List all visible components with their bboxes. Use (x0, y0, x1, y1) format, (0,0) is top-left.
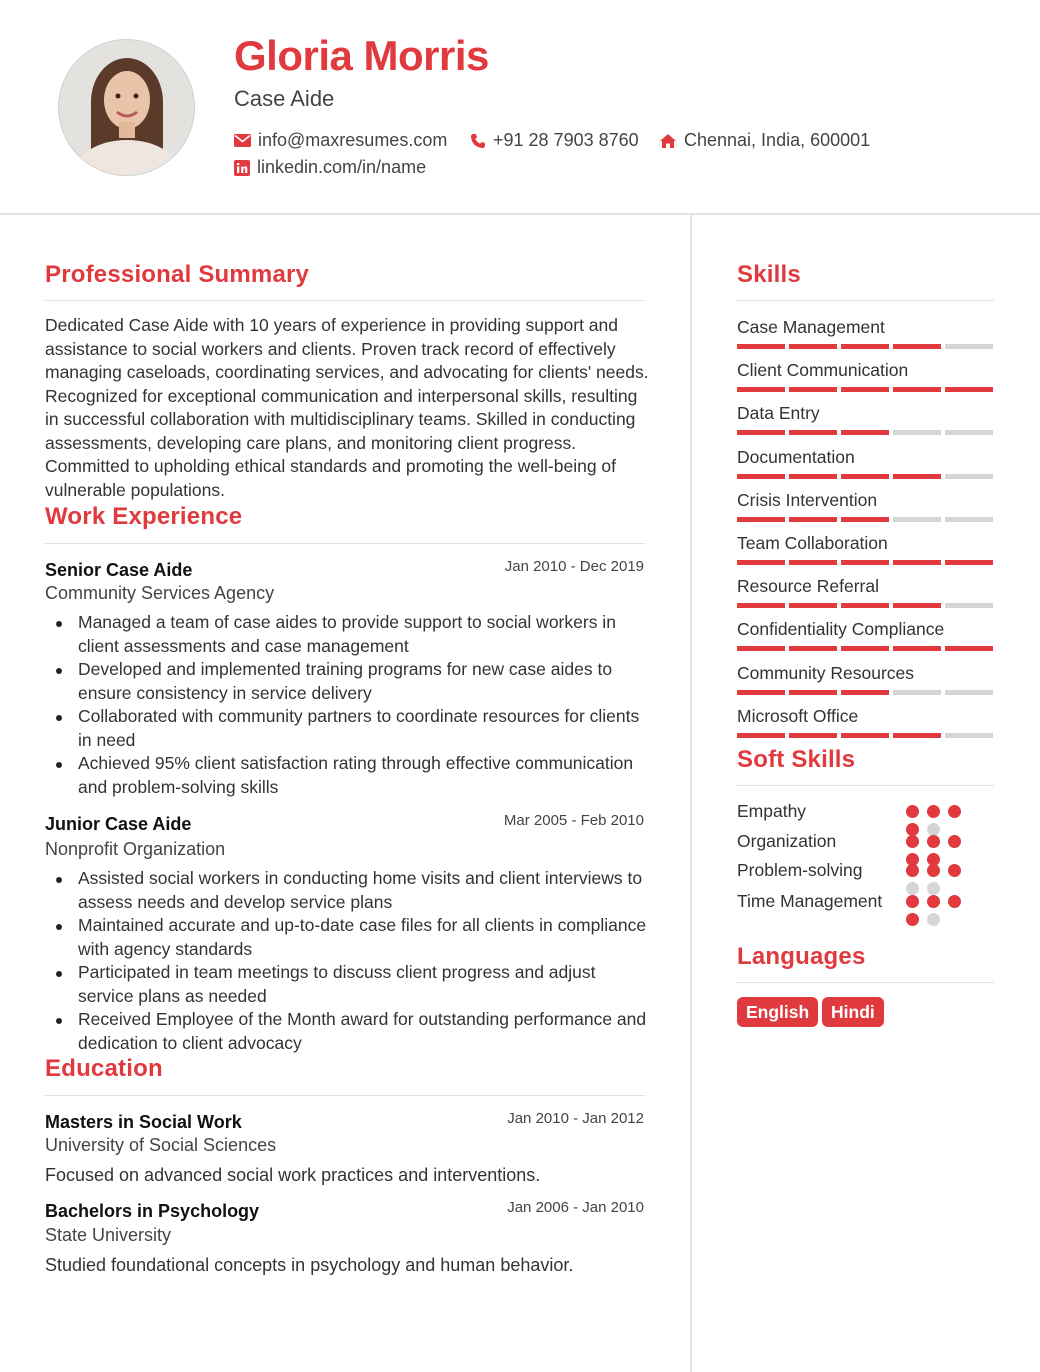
education-heading: Education (45, 1055, 163, 1082)
phone-icon (470, 133, 486, 149)
job-dates: Jan 2010 - Dec 2019 (504, 558, 644, 575)
skill-level-bar (737, 387, 993, 392)
school-name: University of Social Sciences (45, 1135, 277, 1155)
skill-level-bar (737, 474, 993, 479)
bullet-item: Received Employee of the Month award for outstanding performance and dedication to client advocacy (78, 1008, 653, 1055)
candidate-name: Gloria Morris (234, 32, 489, 79)
skill-level-bar (737, 517, 993, 522)
skill-level-bar (737, 603, 993, 608)
skill-name: Resource Referral (737, 576, 879, 597)
soft-skill-rating (906, 835, 978, 866)
experience-heading: Work Experience (45, 503, 243, 530)
bullet-item: Assisted social workers in conducting home visits and client interviews to assess needs and develop service plans (78, 867, 653, 914)
skill-level-segment (841, 517, 889, 522)
email-text: info@maxresumes.com (258, 130, 448, 150)
skill-name: Microsoft Office (737, 705, 859, 726)
education-rule (45, 1095, 645, 1096)
skill-level-segment (789, 430, 837, 435)
skill-level-segment (893, 387, 941, 392)
rating-dot (906, 895, 919, 908)
skill-level-segment (789, 690, 837, 695)
languages-heading: Languages (737, 943, 866, 970)
rating-dot (927, 913, 940, 926)
skill-level-segment (737, 733, 785, 738)
column-divider (690, 215, 692, 1372)
skill-level-segment (893, 344, 941, 349)
soft-skills-rule (737, 785, 994, 786)
skill-level-segment (841, 603, 889, 608)
skill-level-segment (841, 733, 889, 738)
contact-linkedin[interactable] (234, 157, 426, 178)
skill-level-segment (789, 387, 837, 392)
contact-location (659, 130, 870, 151)
degree-description: Focused on advanced social work practices and interventions. (45, 1165, 541, 1185)
skill-level-segment (789, 733, 837, 738)
resume-header (0, 0, 1040, 215)
job-organization: Nonprofit Organization (45, 839, 226, 859)
rating-dot (948, 895, 961, 908)
contact-phone[interactable] (470, 130, 639, 151)
skill-level-segment (893, 430, 941, 435)
skill-level-segment (945, 430, 993, 435)
skill-level-segment (789, 646, 837, 651)
contact-email[interactable] (234, 130, 447, 151)
soft-skills-heading: Soft Skills (737, 746, 856, 773)
phone-text: +91 28 7903 8760 (493, 130, 639, 150)
skill-level-bar (737, 690, 993, 695)
skill-level-segment (945, 560, 993, 565)
envelope-icon (234, 134, 251, 147)
school-name: State University (45, 1225, 172, 1245)
skill-level-bar (737, 733, 993, 738)
summary-heading: Professional Summary (45, 261, 310, 288)
bullet-item: Developed and implemented training programs for new case aides to ensure consistency in service delivery (78, 658, 653, 705)
rating-dot (927, 805, 940, 818)
degree-dates: Jan 2006 - Jan 2010 (507, 1199, 644, 1216)
skill-level-segment (841, 474, 889, 479)
skill-level-segment (841, 344, 889, 349)
bullet-item: Participated in team meetings to discuss client progress and adjust service plans as needed (78, 961, 653, 1008)
skill-level-segment (737, 474, 785, 479)
rating-dot (948, 835, 961, 848)
job-bullets (78, 867, 653, 1055)
profile-photo (58, 39, 195, 176)
skill-name: Confidentiality Compliance (737, 619, 945, 640)
skill-level-segment (789, 474, 837, 479)
skill-level-segment (737, 646, 785, 651)
job-title: Senior Case Aide (45, 560, 193, 580)
skill-level-segment (945, 733, 993, 738)
degree-title: Bachelors in Psychology (45, 1201, 260, 1221)
home-icon (659, 133, 677, 149)
language-badge: English (737, 997, 818, 1027)
soft-skill-name: Empathy (737, 801, 807, 821)
skill-level-segment (737, 603, 785, 608)
rating-dot (906, 835, 919, 848)
skill-level-segment (841, 430, 889, 435)
skill-level-segment (945, 603, 993, 608)
skill-level-segment (945, 344, 993, 349)
skill-level-segment (945, 646, 993, 651)
language-badge: Hindi (822, 997, 884, 1027)
skill-level-segment (841, 560, 889, 565)
skill-level-segment (841, 387, 889, 392)
rating-dot (927, 895, 940, 908)
soft-skill-name: Problem-solving (737, 860, 863, 880)
linkedin-text: linkedin.com/in/name (257, 157, 427, 177)
skill-level-segment (945, 474, 993, 479)
skills-rule (737, 300, 994, 301)
skill-level-segment (737, 690, 785, 695)
skill-level-segment (893, 733, 941, 738)
linkedin-icon (234, 160, 250, 176)
skill-name: Client Communication (737, 360, 909, 381)
rating-dot (906, 805, 919, 818)
summary-rule (45, 300, 645, 301)
skill-level-bar (737, 344, 993, 349)
skill-level-segment (893, 517, 941, 522)
skill-level-bar (737, 430, 993, 435)
bullet-item: Maintained accurate and up-to-date case files for all clients in compliance with agency standards (78, 914, 653, 961)
skill-level-segment (789, 517, 837, 522)
skill-level-segment (789, 603, 837, 608)
skill-level-segment (737, 430, 785, 435)
bullet-item: Managed a team of case aides to provide support to social workers in client assessments and case management (78, 611, 653, 658)
avatar (59, 40, 195, 176)
skill-level-segment (893, 603, 941, 608)
skill-level-segment (737, 387, 785, 392)
rating-dot (927, 882, 940, 895)
languages-rule (737, 982, 994, 983)
skill-level-segment (945, 517, 993, 522)
skill-level-segment (841, 690, 889, 695)
experience-rule (45, 543, 645, 544)
job-dates: Mar 2005 - Feb 2010 (503, 812, 644, 829)
skill-name: Case Management (737, 317, 885, 337)
rating-dot (948, 864, 961, 877)
rating-dot (906, 882, 919, 895)
job-bullets (78, 611, 653, 799)
skill-name: Data Entry (737, 403, 820, 424)
soft-skill-name: Organization (737, 831, 837, 851)
summary-text: Dedicated Case Aide with 10 years of experience in providing support and assistance to social workers and clients. Proven track record of effectively managing caseloads, coordinating services, and advocating for clients' needs. Recognized for exceptional communication and interpersonal skills, resulting in successful collaboration with multidisciplinary teams. Skilled in conducting assessments, developing care plans, and monitoring client progress. Committed to upholding ethical standards and promoting the well-being of vulnerable populations. (45, 315, 649, 500)
skill-level-segment (893, 646, 941, 651)
skill-level-segment (789, 560, 837, 565)
skill-name: Team Collaboration (737, 533, 888, 553)
skill-level-segment (893, 474, 941, 479)
skill-level-segment (841, 646, 889, 651)
skill-level-segment (945, 690, 993, 695)
skill-level-segment (789, 344, 837, 349)
job-title: Junior Case Aide (45, 814, 192, 834)
degree-description: Studied foundational concepts in psychology and human behavior. (45, 1255, 574, 1275)
skill-name: Crisis Intervention (737, 489, 878, 510)
degree-title: Masters in Social Work (45, 1112, 242, 1132)
skill-level-segment (945, 387, 993, 392)
rating-dot (906, 913, 919, 926)
skill-name: Community Resources (737, 662, 914, 683)
bullet-item: Collaborated with community partners to coordinate resources for clients in need (78, 705, 653, 752)
rating-dot (906, 864, 919, 877)
degree-dates: Jan 2010 - Jan 2012 (507, 1110, 644, 1127)
skill-level-segment (893, 560, 941, 565)
soft-skill-name: Time Management (737, 891, 883, 911)
skill-level-bar (737, 560, 993, 565)
soft-skill-rating (906, 805, 978, 836)
skill-name: Documentation (737, 446, 855, 467)
skill-level-segment (737, 344, 785, 349)
bullet-item: Achieved 95% client satisfaction rating through effective communication and problem-solving skills (78, 752, 653, 799)
skill-level-segment (737, 517, 785, 522)
skills-heading: Skills (737, 261, 801, 288)
rating-dot (948, 805, 961, 818)
location-text: Chennai, India, 600001 (684, 130, 871, 150)
candidate-title: Case Aide (234, 86, 335, 111)
skill-level-segment (893, 690, 941, 695)
soft-skill-rating (906, 895, 978, 926)
skill-level-bar (737, 646, 993, 651)
skill-level-segment (737, 560, 785, 565)
rating-dot (927, 835, 940, 848)
rating-dot (927, 864, 940, 877)
job-organization: Community Services Agency (45, 583, 275, 603)
soft-skill-rating (906, 864, 978, 895)
